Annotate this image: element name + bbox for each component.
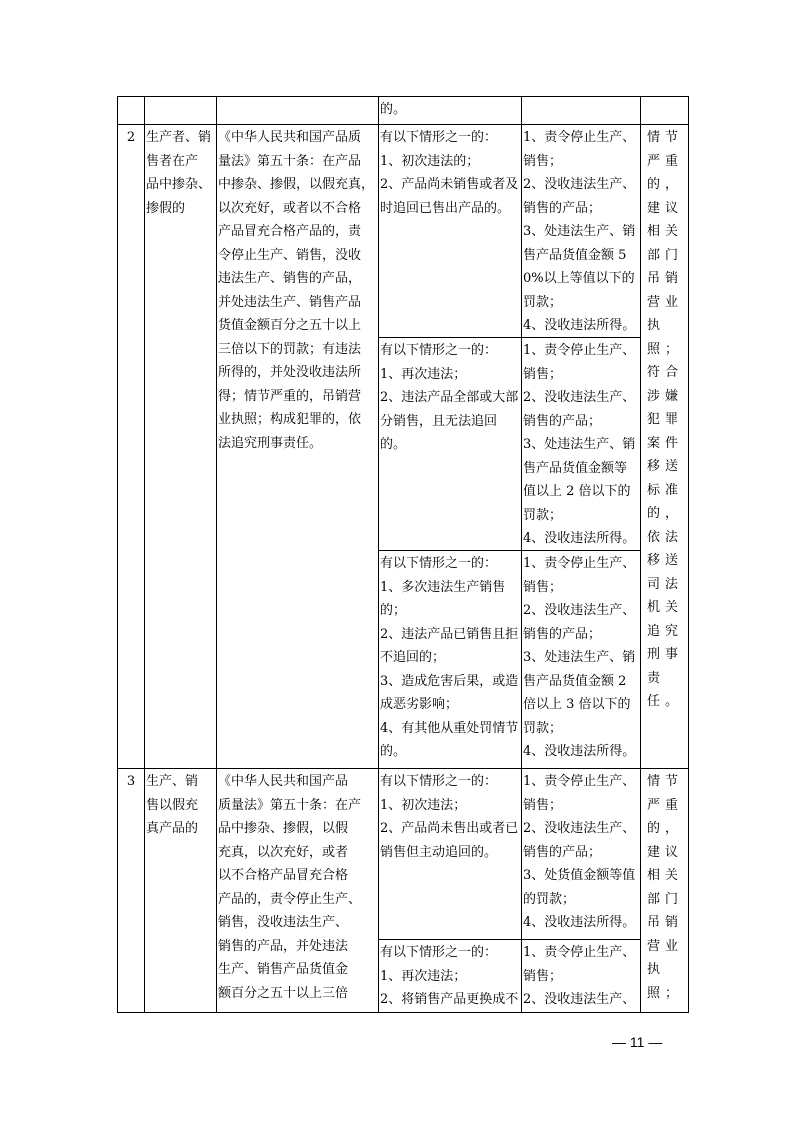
row-separator-2 bbox=[117, 124, 689, 125]
col-divider-2 bbox=[216, 96, 217, 1013]
table-border-left bbox=[117, 96, 118, 1013]
row2-level2-condition: 有以下情形之一的： 1、再次违法； 2、违法产品全部或大部 分销售，且无法追回的。 bbox=[380, 343, 519, 452]
row3-violation: 生产、销 售以假充 真产品的 bbox=[146, 774, 199, 836]
row3-level2-penalty: 1、责令停止生产、 销售； 2、没收违法生产、 bbox=[523, 945, 636, 1007]
level-separator-3a bbox=[378, 939, 641, 940]
row2-level3-condition: 有以下情形之一的： 1、多次违法生产销售 的； 2、违法产品已销售且拒 不追回的； 3、造成危害后果，或造 成恶劣影响； 4、有其他从重处罚情节 的。 bbox=[380, 556, 519, 759]
col-divider-1 bbox=[144, 96, 145, 1013]
row3-number: 3 bbox=[126, 774, 136, 789]
col-divider-4 bbox=[521, 96, 522, 1013]
row2-number: 2 bbox=[126, 130, 136, 145]
cont-condition-end: 的。 bbox=[380, 102, 407, 117]
row2-level1-condition: 有以下情形之一的： 1、初次违法的； 2、产品尚未销售或者及 时追回已售出产品的。 bbox=[380, 130, 519, 216]
table-border-bottom bbox=[117, 1012, 689, 1013]
row3-level1-penalty: 1、责令停止生产、 销售； 2、没收违法生产、 销售的产品； 3、处货值金额等值 的罚款； 4、没收违法所得。 bbox=[523, 774, 636, 930]
row2-legal-basis: 《中华人民共和国产品质 量法》第五十条：在产品 中掺杂、掺假，以假充真， 以次充好，或者以不合格 产品冒充合格产品的，责 令停止生产、销售，没收 违法生产、销售的产品， 并处违法生产、销售产品 货值金额百分之五十以上 三倍以下的罚款；有违法 所得的，并处没收违法所 得；情节严重的，吊销营 业执照；构成犯罪的，依 法追究刑事责任。 bbox=[218, 130, 375, 451]
row3-level2-condition: 有以下情形之一的： 1、再次违法； 2、将销售产品更换成不 bbox=[380, 945, 519, 1007]
penalty-table bbox=[117, 96, 689, 1013]
row2-level3-penalty: 1、责令停止生产、 销售； 2、没收违法生产、 销售的产品； 3、处违法生产、销 售产品货值金额 2 倍以上 3 倍以下的 罚款； 4、没收违法所得。 bbox=[523, 556, 636, 759]
table-border-top bbox=[117, 96, 689, 97]
row2-note: 情节 严重 的， 建议 相关 部门 吊销 营业 执 照； 符合 涉嫌 犯罪 案件 移送 标准 的， 依法 移送 司法 机关 追究 刑事 责 任。 bbox=[647, 130, 684, 709]
row-separator-3 bbox=[117, 768, 689, 769]
row2-level1-penalty: 1、责令停止生产、 销售； 2、没收违法生产、 销售的产品； 3、处违法生产、销 售产品货值金额 5 0%以上等值以下的 罚款； 4、没收违法所得。 bbox=[523, 130, 636, 333]
col-divider-5 bbox=[640, 96, 641, 1013]
row3-level1-condition: 有以下情形之一的： 1、初次违法； 2、产品尚未售出或者已 销售但主动追回的。 bbox=[380, 774, 519, 860]
table-border-right bbox=[688, 96, 689, 1013]
row2-violation: 生产者、销 售者在产 品中掺杂、 掺假的 bbox=[146, 130, 212, 216]
row3-note: 情节 严重 的， 建议 相关 部门 吊销 营业 执 照； bbox=[647, 774, 684, 1001]
row3-legal-basis: 《中华人民共和国产品 质量法》第五十条：在产 品中掺杂、掺假，以假 充真，以次充好，或者 以不合格产品冒充合格 产品的，责令停止生产、 销售，没收违法生产、 销售的产品，并处违法 生产、销售产品货值金 额百分之五十以上三倍 bbox=[218, 774, 362, 1001]
row2-level2-penalty: 1、责令停止生产、 销售； 2、没收违法生产、 销售的产品； 3、处违法生产、销 售产品货值金额等 值以上 2 倍以下的 罚款； 4、没收违法所得。 bbox=[523, 343, 636, 546]
col-divider-3 bbox=[378, 96, 379, 1013]
page-number: — 11 — bbox=[612, 1034, 663, 1050]
